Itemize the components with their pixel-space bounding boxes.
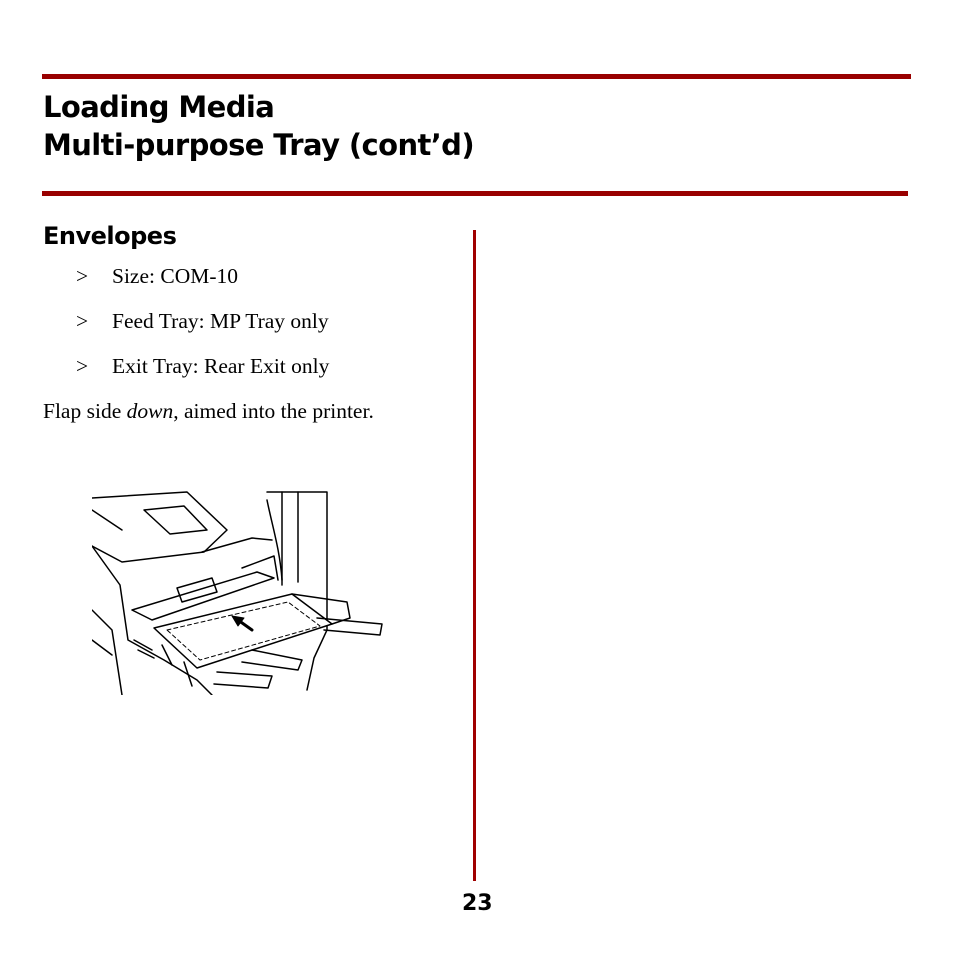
page-number: 23: [462, 891, 493, 916]
list-item: [76, 261, 329, 306]
bullet-marker: >: [76, 264, 89, 288]
note-emphasis: down: [126, 399, 174, 423]
bullet-marker: >: [76, 309, 89, 333]
printer-illustration-icon: [92, 490, 384, 695]
list-item-text: Size: COM-10: [112, 264, 239, 288]
page-title: [43, 88, 474, 164]
orientation-note: [43, 396, 374, 426]
section-heading: Envelopes: [43, 222, 177, 250]
list-item-text: Exit Tray: Rear Exit only: [112, 354, 330, 378]
note-text-after: , aimed into the printer.: [173, 399, 374, 423]
header-bottom-rule: [42, 191, 908, 196]
header-top-rule: [42, 74, 911, 79]
list-item: [76, 306, 329, 351]
envelope-spec-list: [76, 261, 329, 396]
list-item-text: Feed Tray: MP Tray only: [112, 309, 329, 333]
page-title-line-2: Multi-purpose Tray (cont’d): [43, 128, 474, 162]
list-item: [76, 351, 329, 396]
note-text-before: Flap side: [43, 399, 127, 423]
printer-tray-illustration: [92, 490, 384, 695]
column-divider: [473, 230, 476, 881]
page-title-line-1: Loading Media: [43, 90, 275, 124]
bullet-marker: >: [76, 354, 89, 378]
